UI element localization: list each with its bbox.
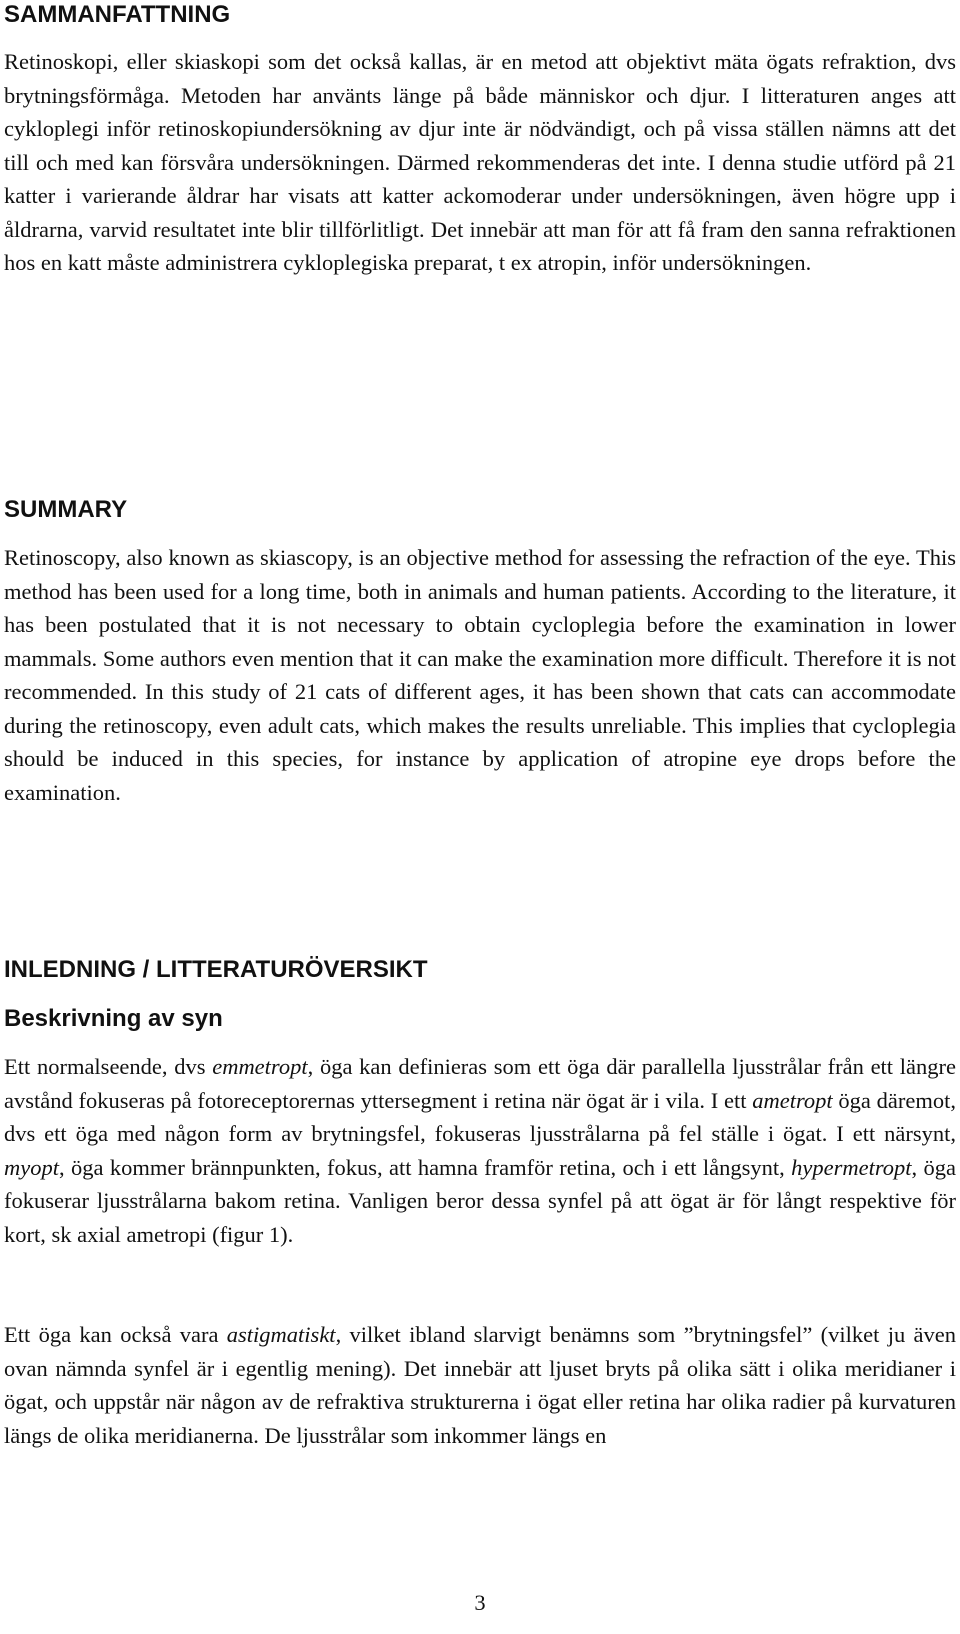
term-myopt: myopt bbox=[4, 1154, 59, 1180]
text-run: , öga kommer brännpunkten, fokus, att hamna framför retina, och i ett långsynt, bbox=[59, 1154, 792, 1180]
paragraph-summary: Retinoscopy, also known as skiascopy, is an objective method for assessing the refraction of the eye. This method has been used for a long time, both in animals and human patients. According to the literature, it has been postulated that it is not necessary to obtain cycloplegia before the examination in lower mammals. Some authors even mention that it can make the examination more difficult. Therefore it is not recommended. In this study of 21 cats of different ages, it has been shown that cats can accommodate during the retinoscopy, even adult cats, which makes the results unreliable. This implies that cycloplegia should be induced in this species, for instance by application of atropine eye drops before the examination. bbox=[4, 545, 956, 805]
text-run: Ett öga kan också vara bbox=[4, 1322, 227, 1347]
heading-sammanfattning: SAMMANFATTNING bbox=[4, 1, 231, 28]
heading-summary: SUMMARY bbox=[4, 496, 128, 523]
paragraph-syn-1 bbox=[4, 1050, 956, 1251]
text-run: Ett normalseende, dvs bbox=[4, 1054, 213, 1079]
paragraph-sammanfattning: Retinoskopi, eller skiaskopi som det också kallas, är en metod att objektivt mäta ögats refraktion, dvs brytningsförmåga. Metoden har använts länge på både människor och djur. I litteraturen anges att cykloplegi inför retinoskopiundersökning av djur inte är nödvändigt, och på vissa ställen nämns att det till och med kan försvåra undersökningen. Därmed rekommenderas det inte. I denna studie utförd på 21 katter i varierande åldrar har visats att katter ackomoderar under undersökningen, även högre upp i åldrarna, varvid resultatet inte blir tillförlitligt. Det innebär att man för att få fram den sanna refraktionen hos en katt måste administrera cykloplegiska preparat, t ex atropin, inför undersökningen. bbox=[4, 49, 956, 275]
term-ametropt: ametropt bbox=[752, 1087, 833, 1113]
paragraph-syn-2 bbox=[4, 1318, 956, 1452]
term-emmetropt: emmetropt bbox=[212, 1054, 308, 1079]
term-astigmatiskt: astigmatiskt bbox=[226, 1322, 336, 1347]
heading-inledning: INLEDNING / LITTERATURÖVERSIKT bbox=[4, 956, 428, 983]
page-number: 3 bbox=[474, 1590, 486, 1615]
text-run: , öga fokuserar ljusstrålarna bakom retina. Vanligen beror dessa synfel på att ögat är för långt respektive för kort, sk axial ametropi (figur 1). bbox=[4, 1154, 956, 1247]
term-hypermetropt: hypermetropt bbox=[791, 1154, 912, 1180]
text-run: öga däremot, dvs ett öga med någon form av brytningsfel, fokuseras ljusstrålarna på fel ställe i ögat. I ett närsynt, bbox=[4, 1087, 956, 1146]
text-run: , vilket ibland slarvigt benämns som ”brytningsfel” (vilket ju även ovan nämnda synfel är i egentlig mening). Det innebär att ljuset bryts på olika sätt i olika meridianer i ögat, och uppstår när någon av de refraktiva strukturerna i ögat eller retina har olika radier på kurvaturen längs de olika meridianerna. De ljusstrålar som inkommer längs en bbox=[4, 1322, 956, 1448]
text-run: , öga kan definieras som ett öga där parallella ljusstrålar från ett längre avstånd fokuseras på fotoreceptorernas yttersegment i retina när ögat är i vila. I ett bbox=[4, 1054, 956, 1113]
subheading-beskrivning-av-syn: Beskrivning av syn bbox=[4, 1005, 223, 1032]
